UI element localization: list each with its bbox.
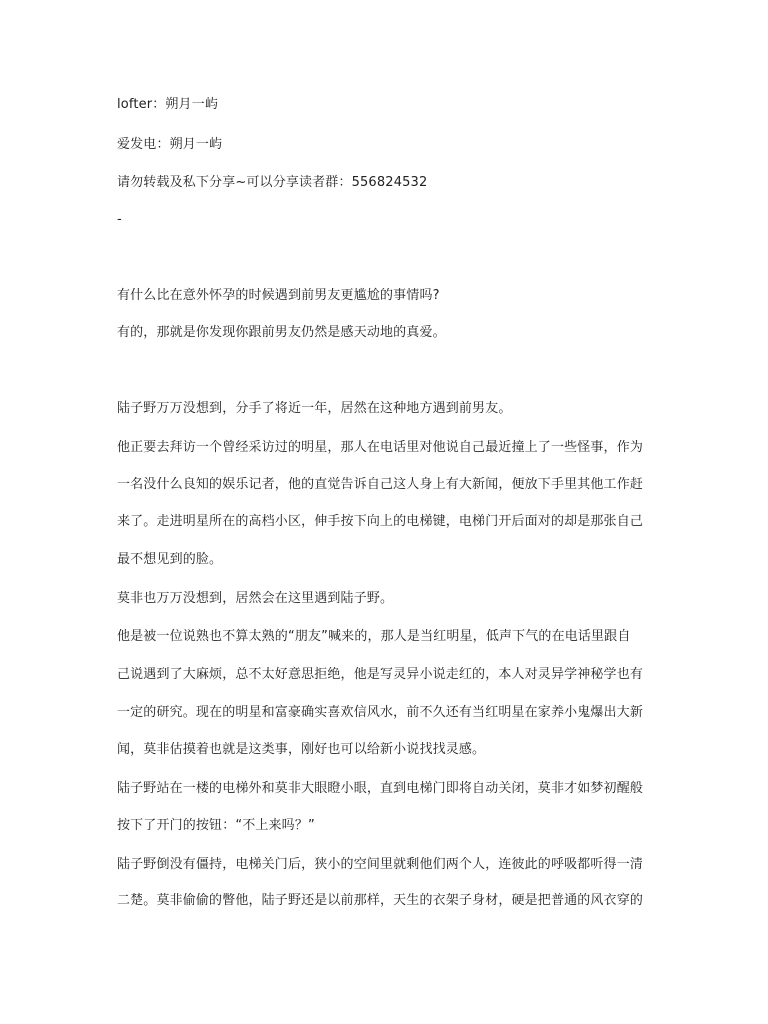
intro-line: 有的，那就是你发现你跟前男友仍然是感天动地的真爱。 [117, 325, 446, 340]
dash-separator: - [117, 212, 122, 227]
paragraph-line: 闻，莫非估摸着也就是这类事，刚好也可以给新小说找找灵感。 [117, 742, 486, 757]
paragraph-line: 己说遇到了大麻烦，总不太好意思拒绝，他是写灵异小说走红的，本人对灵异学神秘学也有 [117, 667, 644, 682]
paragraph-line: 来了。走进明星所在的高档小区，伸手按下向上的电梯键，电梯门开后面对的却是那张自己 [117, 514, 644, 529]
paragraph-line: 陆子野万万没想到，分手了将近一年，居然在这种地方遇到前男友。 [117, 401, 512, 416]
paragraph-line: 一名没什么良知的娱乐记者，他的直觉告诉自己这人身上有大新闻，便放下手里其他工作赶 [117, 477, 644, 492]
paragraph-line: 二楚。莫非偷偷的瞥他，陆子野还是以前那样，天生的衣架子身材，硬是把普通的风衣穿的 [117, 893, 644, 908]
paragraph-line: 陆子野倒没有僵持，电梯关门后，狭小的空间里就剩他们两个人，连彼此的呼吸都听得一清 [117, 857, 644, 872]
paragraph-line: 一定的研究。现在的明星和富豪确实喜欢信风水，前不久还有当红明星在家养小鬼爆出大新 [117, 705, 644, 720]
paragraph-line: 莫非也万万没想到，居然会在这里遇到陆子野。 [117, 591, 394, 606]
paragraph-line: 按下了开门的按钮：“不上来吗？” [117, 818, 315, 833]
paragraph-line: 他是被一位说熟也不算太熟的“朋友”喊来的，那人是当红明星，低声下气的在电话里跟自 [117, 629, 631, 644]
paragraph-line: 陆子野站在一楼的电梯外和莫非大眼瞪小眼，直到电梯门即将自动关闭，莫非才如梦初醒般 [117, 781, 644, 796]
notice-line: 请勿转载及私下分享~可以分享读者群：556824532 [117, 175, 428, 190]
lofter-line: lofter：朔月一屿 [117, 97, 219, 112]
paragraph-line: 他正要去拜访一个曾经采访过的明星，那人在电话里对他说自己最近撞上了一些怪事，作为 [117, 440, 644, 455]
intro-line: 有什么比在意外怀孕的时候遇到前男友更尴尬的事情吗? [117, 288, 440, 303]
aifadian-line: 爱发电：朔月一屿 [117, 137, 223, 152]
paragraph-line: 最不想见到的脸。 [117, 552, 223, 567]
